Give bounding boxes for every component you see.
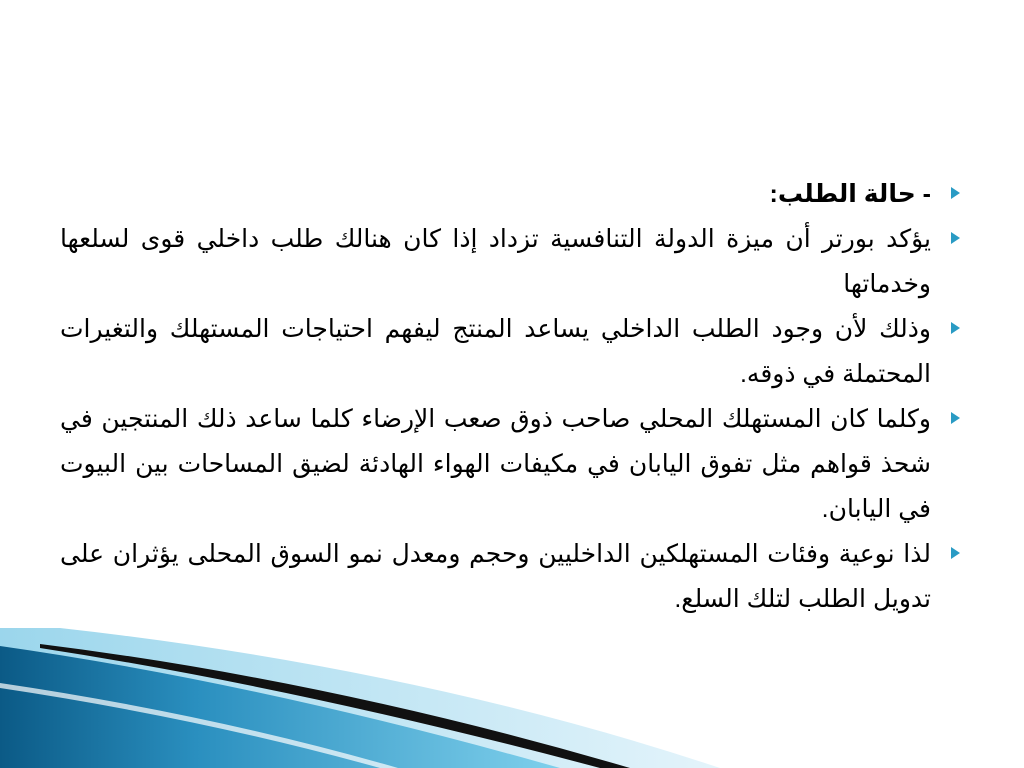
bullet-text: لذا نوعية وفئات المستهلكين الداخليين وحجم ومعدل نمو السوق المحلى يؤثران على تدويل الطلب لتلك السلع. xyxy=(60,540,931,613)
bullet-arrow-icon xyxy=(951,547,960,559)
corner-wave-decoration xyxy=(0,628,1024,768)
bullet-item xyxy=(60,532,960,622)
bullet-list xyxy=(60,172,960,622)
bullet-arrow-icon xyxy=(951,412,960,424)
wave-light-band xyxy=(0,628,720,768)
bullet-text: وذلك لأن وجود الطلب الداخلي يساعد المنتج ليفهم احتياجات المستهلك والتغيرات المحتملة في ذوقه. xyxy=(60,315,931,388)
slide-body xyxy=(60,172,960,622)
bullet-arrow-icon xyxy=(951,187,960,199)
bullet-text: يؤكد بورتر أن ميزة الدولة التنافسية تزداد إذا كان هنالك طلب داخلي قوى لسلعها وخدماتها xyxy=(60,225,931,298)
heading-text: - حالة الطلب: xyxy=(769,180,931,208)
bullet-item xyxy=(60,307,960,397)
wave-blue-band xyxy=(0,646,560,768)
wave-highlight-stripe xyxy=(0,683,398,768)
bullet-heading xyxy=(60,172,960,217)
bullet-arrow-icon xyxy=(951,232,960,244)
bullet-text: وكلما كان المستهلك المحلي صاحب ذوق صعب الإرضاء كلما ساعد ذلك المنتجين في شحذ قواهم مثل تفوق اليابان في مكيفات الهواء الهادئة لضيق المساحات بين البيوت في اليابان. xyxy=(60,405,931,523)
wave-dark-stripe xyxy=(40,644,630,768)
bullet-arrow-icon xyxy=(951,322,960,334)
bullet-item xyxy=(60,397,960,532)
bullet-item xyxy=(60,217,960,307)
